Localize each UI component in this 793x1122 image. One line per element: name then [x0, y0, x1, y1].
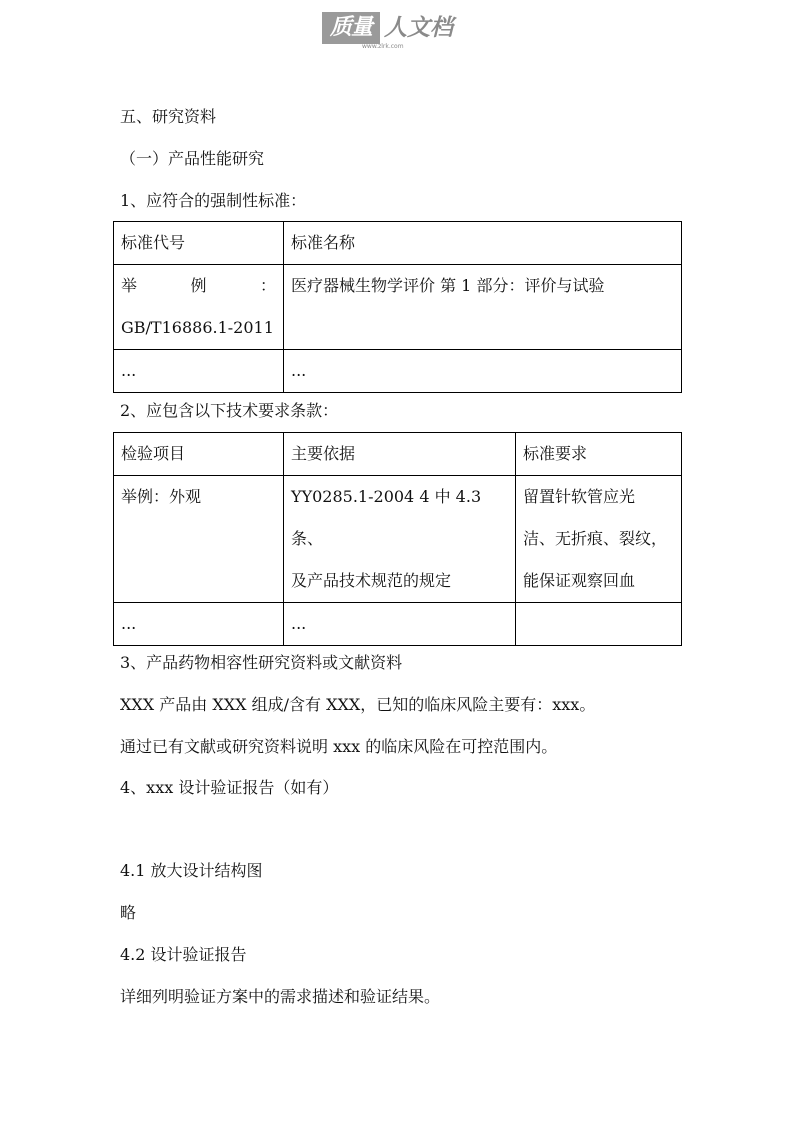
section3-title: 3、产品药物相容性研究资料或文献资料	[120, 653, 403, 672]
section-heading: 五、研究资料	[120, 107, 217, 126]
example-label-char: 例	[190, 276, 207, 295]
basis-line: 及产品技术规范的规定	[291, 571, 452, 590]
requirement-line: 洁、无折痕、裂纹，	[523, 529, 668, 548]
table-header-row	[114, 222, 682, 265]
ellipsis-cell: ...	[114, 603, 284, 646]
example-requirement	[516, 476, 682, 603]
logo-text: 人文档	[384, 15, 453, 41]
site-logo	[322, 12, 472, 52]
section3-paragraph: XXX 产品由 XXX 组成/含有 XXX，已知的临床风险主要有：xxx。	[120, 695, 596, 714]
logo-url: www.zlrk.com	[362, 43, 404, 50]
section1-title: 1、应符合的强制性标准：	[120, 191, 307, 210]
example-standard-name: 医疗器械生物学评价 第 1 部分：评价与试验	[284, 265, 682, 350]
section3-paragraph: 通过已有文献或研究资料说明 xxx 的临床风险在可控范围内。	[120, 737, 558, 756]
example-standard-code	[114, 265, 284, 350]
table-row	[114, 476, 682, 603]
section2-title: 2、应包含以下技术要求条款：	[120, 401, 339, 420]
section4-2-body: 详细列明验证方案中的需求描述和验证结果。	[120, 987, 441, 1006]
header-main-basis: 主要依据	[284, 433, 516, 476]
requirement-line: 能保证观察回血	[523, 571, 636, 590]
section4-title: 4、xxx 设计验证报告（如有）	[120, 778, 339, 797]
example-main-basis	[284, 476, 516, 603]
technical-requirements-table	[113, 432, 682, 646]
example-label	[121, 265, 276, 307]
standards-table	[113, 221, 682, 393]
ellipsis-cell: ...	[284, 350, 682, 393]
header-standard-name: 标准名称	[284, 222, 682, 265]
example-code-value: GB/T16886.1-2011	[121, 318, 274, 337]
table-header-row	[114, 433, 682, 476]
example-test-item: 举例：外观	[114, 476, 284, 603]
ellipsis-cell: ...	[114, 350, 284, 393]
table-row	[114, 265, 682, 350]
empty-cell	[516, 603, 682, 646]
section4-2-title: 4.2 设计验证报告	[120, 945, 247, 964]
table-row	[114, 350, 682, 393]
example-label-char: ：	[259, 276, 276, 295]
basis-line: YY0285.1-2004 4 中 4.3 条、	[291, 487, 482, 548]
header-standard-requirement: 标准要求	[516, 433, 682, 476]
example-label-char: 举	[121, 276, 138, 295]
table-row	[114, 603, 682, 646]
ellipsis-cell: ...	[284, 603, 516, 646]
header-test-item: 检验项目	[114, 433, 284, 476]
section4-1-body: 略	[120, 903, 137, 922]
section4-1-title: 4.1 放大设计结构图	[120, 861, 263, 880]
subsection-heading: （一）产品性能研究	[120, 149, 265, 168]
header-standard-code: 标准代号	[114, 222, 284, 265]
logo-mark: 质量	[322, 12, 380, 44]
requirement-line: 留置针软管应光	[523, 487, 636, 506]
